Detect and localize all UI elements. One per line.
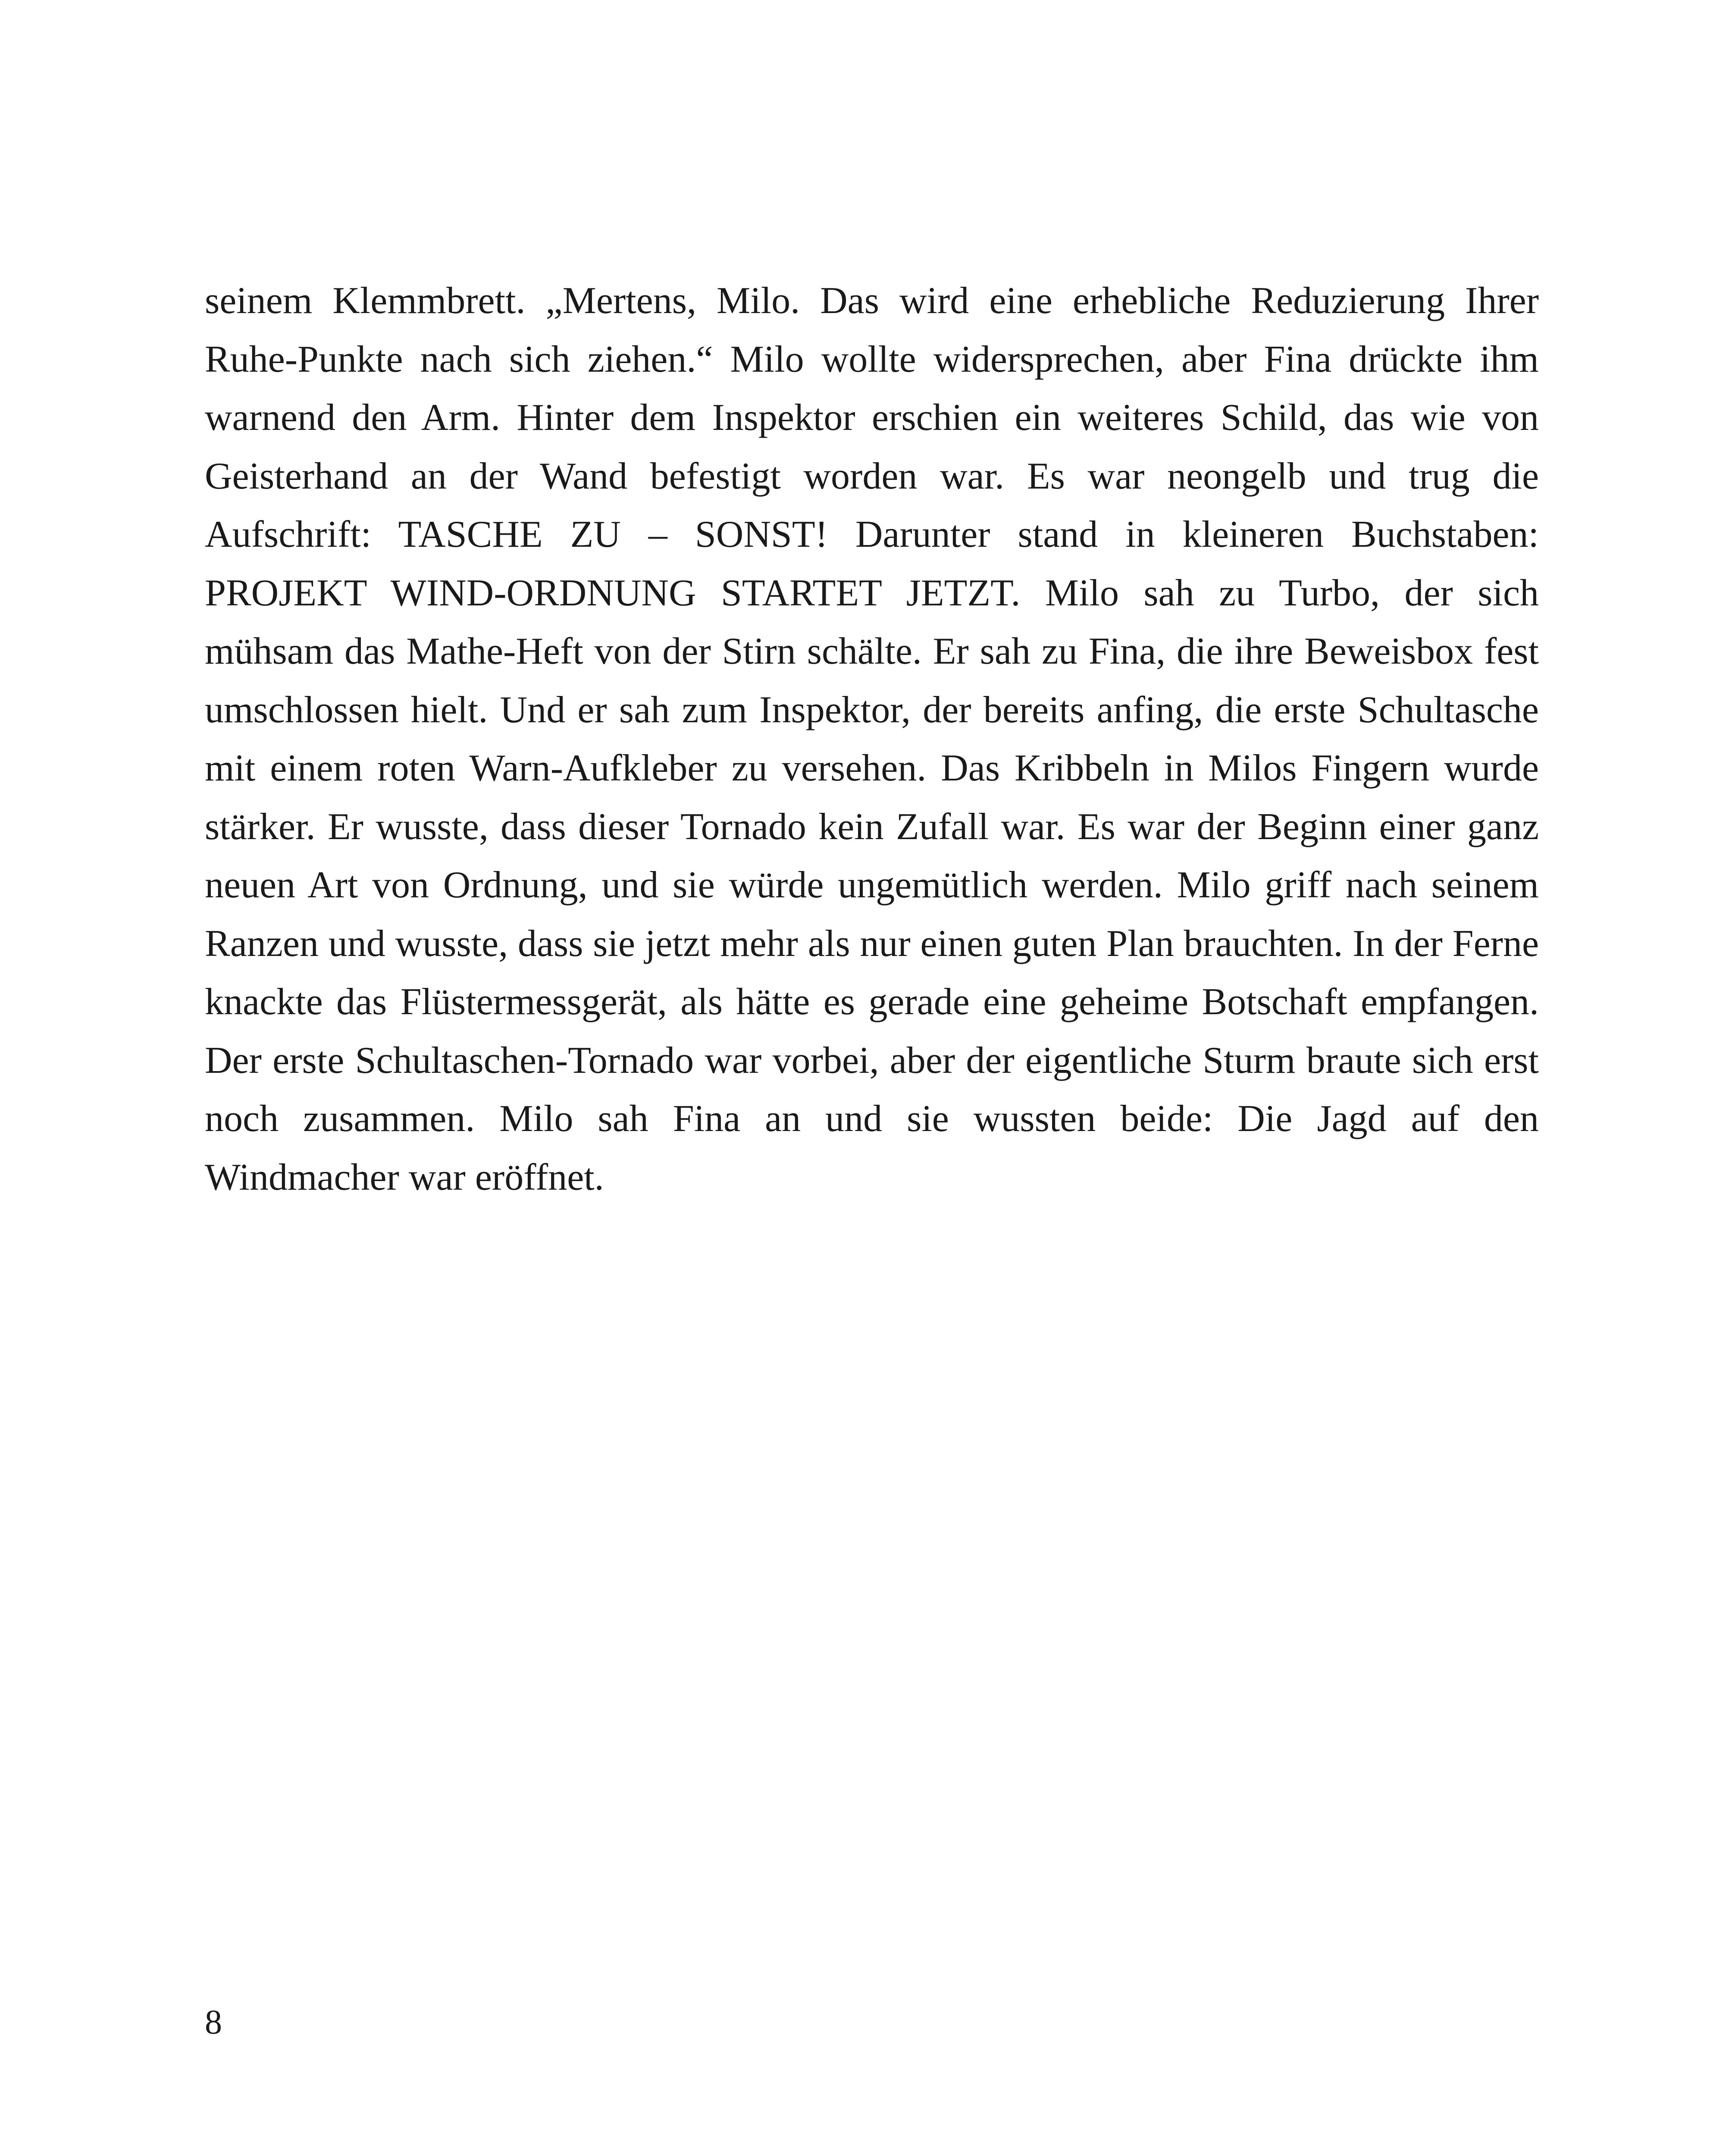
page-number: 8 [205,2003,222,2041]
body-paragraph: seinem Klemmbrett. „Mertens, Milo. Das wird eine erhebliche Reduzierung Ihrer Ruhe-Punkte nach sich ziehen.“ Milo wollte widersprechen, aber Fina drückte ihm warnend den Arm. Hinter dem Inspektor erschien ein weiteres Schild, das wie von Geisterhand an der Wand befestigt worden war. Es war neongelb und trug die Aufschrift: TASCHE ZU – SONST! Darunter stand in kleineren Buchstaben: PROJEKT WIND-ORDNUNG STARTET JETZT. Milo sah zu Turbo, der sich mühsam das Mathe-Heft von der Stirn schälte. Er sah zu Fina, die ihre Beweisbox fest umschlossen hielt. Und er sah zum Inspektor, der bereits anfing, die erste Schultasche mit einem roten Warn-Aufkleber zu versehen. Das Kribbeln in Milos Fingern wurde stärker. Er wusste, dass dieser Tornado kein Zufall war. Es war der Beginn einer ganz neuen Art von Ordnung, und sie würde ungemütlich werden. Milo griff nach seinem Ranzen und wusste, dass sie jetzt mehr als nur einen guten Plan brauchten. In der Ferne knackte das Flüstermessgerät, als hätte es gerade eine geheime Botschaft empfangen. Der erste Schultaschen-Tornado war vorbei, aber der eigentliche Sturm braute sich erst noch zusammen. Milo sah Fina an und sie wussten beide: Die Jagd auf den Windmacher war eröffnet. [205,280,1539,1198]
